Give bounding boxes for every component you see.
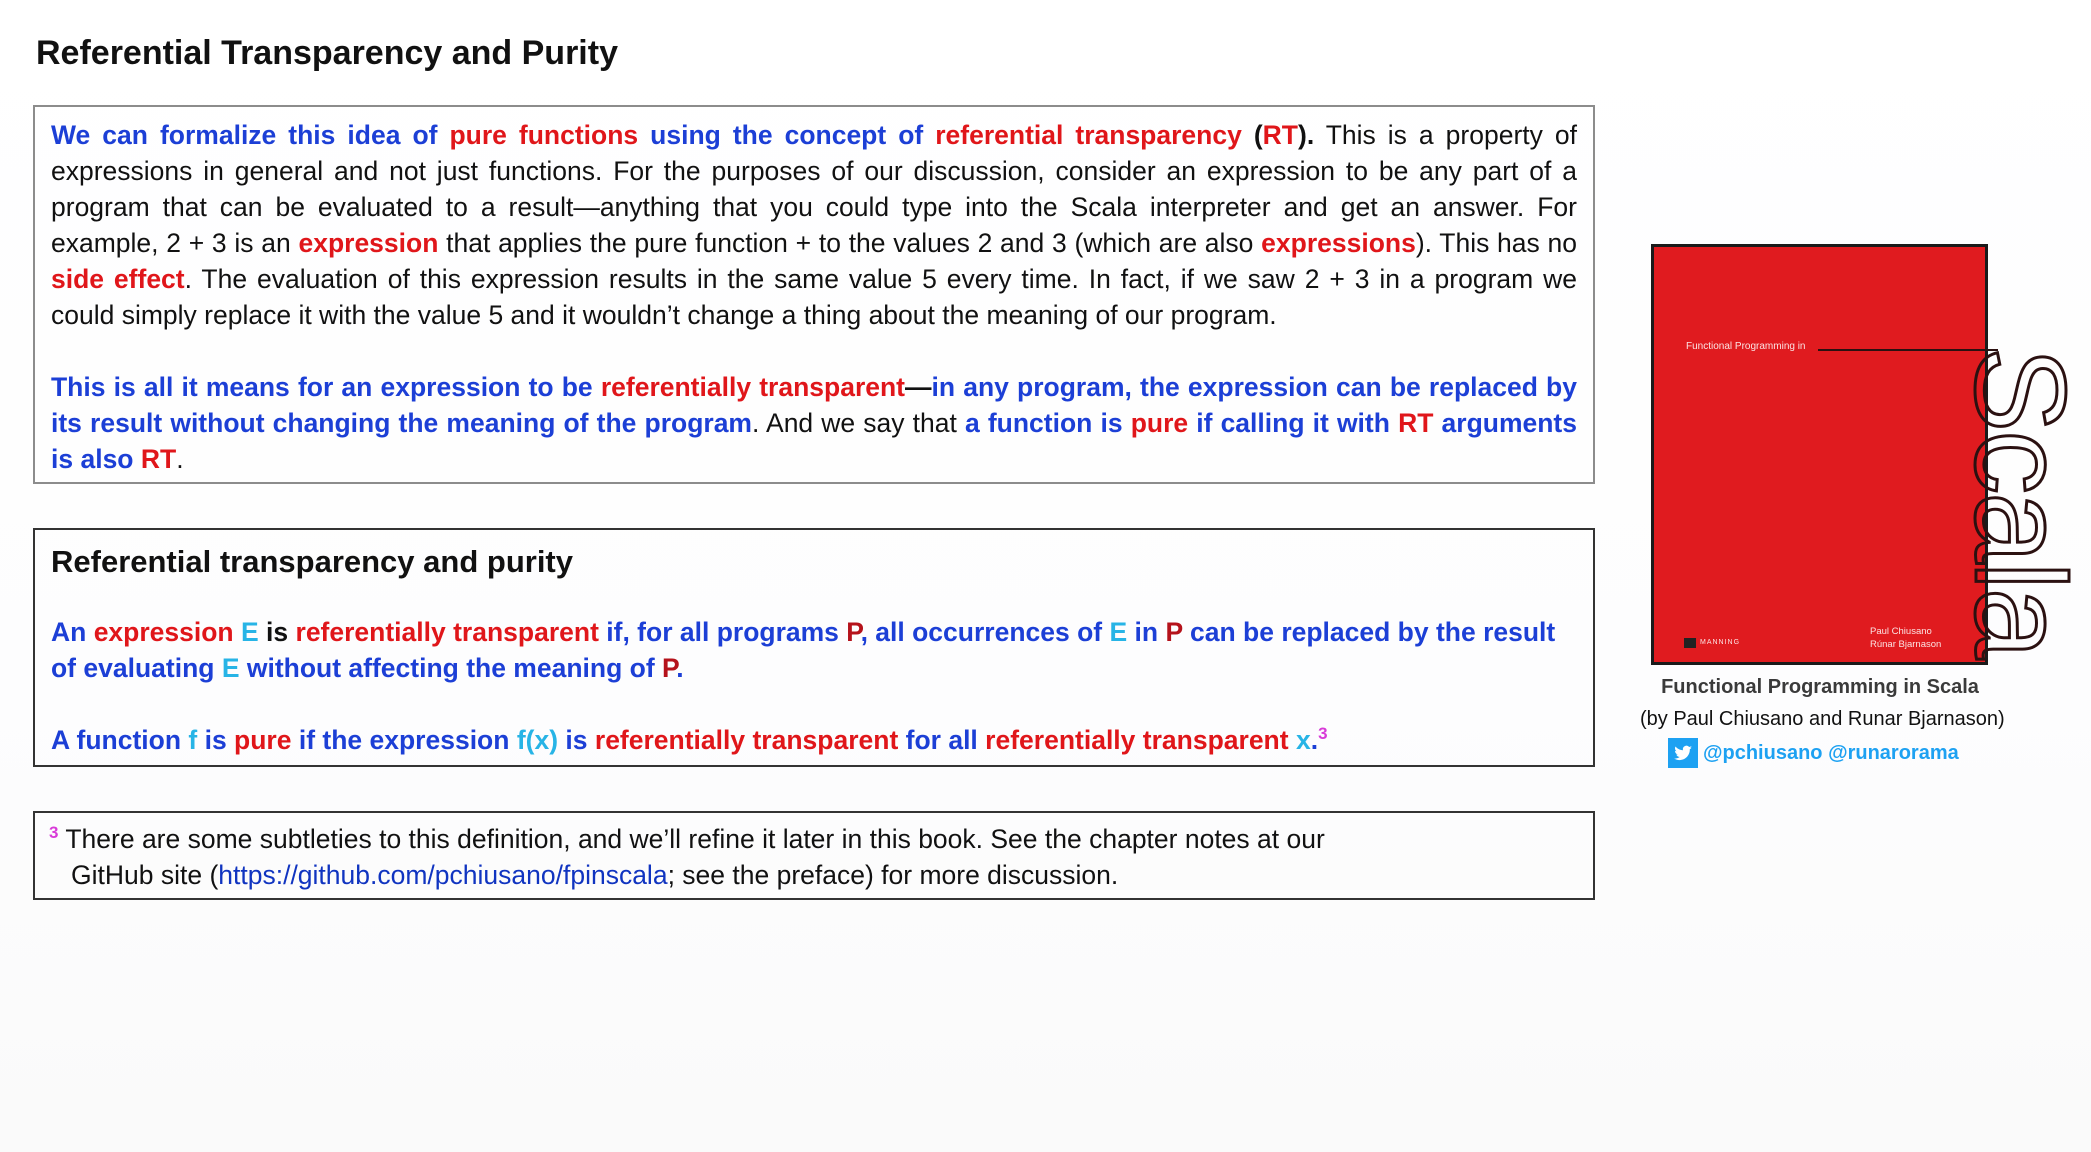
formal-definition-paragraph-2 bbox=[51, 722, 1577, 758]
text-run: if, for all programs bbox=[598, 617, 847, 647]
footnote-text-1: There are some subtleties to this definition, and we’ll refine it later in this book. See the chapter notes at our bbox=[58, 824, 1325, 854]
cover-subtitle: Functional Programming in bbox=[1686, 341, 1806, 352]
definition-paragraph-1 bbox=[51, 117, 1577, 333]
text-run: RT bbox=[1398, 408, 1434, 438]
text-run: This is a property of expressions in general and not just functions. For the purposes of our discussion, consider an expression to be any part of a program that can be evaluated to a result—anything that you could type into the Scala interpreter and get an answer. For example, 2 + 3 is an bbox=[51, 120, 1578, 258]
text-run: . bbox=[1310, 725, 1319, 755]
page-title: Referential Transparency and Purity bbox=[36, 34, 618, 72]
github-link[interactable]: https://github.com/pchiusano/fpinscala bbox=[218, 860, 668, 890]
text-run: for all bbox=[898, 725, 986, 755]
text-run: . bbox=[676, 653, 684, 683]
text-run: . And we say that bbox=[752, 408, 965, 438]
text-run: pure bbox=[1130, 408, 1189, 438]
text-run: We can formalize this idea of bbox=[51, 120, 450, 150]
text-run: expression bbox=[298, 228, 439, 258]
text-run: f bbox=[188, 725, 198, 755]
definition-box bbox=[33, 105, 1595, 484]
definition-paragraph-2 bbox=[51, 369, 1577, 477]
text-run: referentially transparent bbox=[594, 725, 899, 755]
text-run: An bbox=[51, 617, 94, 647]
text-run: is bbox=[558, 725, 595, 755]
text-run: . bbox=[176, 444, 184, 474]
text-run: ). bbox=[1298, 120, 1315, 150]
text-run: is bbox=[197, 725, 235, 755]
text-run: ( bbox=[1241, 120, 1263, 150]
text-run: RT bbox=[1262, 120, 1298, 150]
formal-definition-box bbox=[33, 528, 1595, 767]
text-run: referentially transparent bbox=[985, 725, 1289, 755]
text-run: x bbox=[534, 725, 550, 755]
text-run: side effect bbox=[51, 264, 185, 294]
text-run: E bbox=[233, 617, 259, 647]
text-run: if the expression bbox=[291, 725, 517, 755]
text-run: P bbox=[1165, 617, 1183, 647]
text-run: expressions bbox=[1261, 228, 1416, 258]
footnote-line-2 bbox=[49, 857, 1577, 893]
formal-definition-paragraph-1 bbox=[51, 614, 1577, 686]
cover-title-word: Scala bbox=[1948, 346, 2091, 658]
twitter-bird-icon bbox=[1668, 738, 1698, 768]
footnote-text-2-prefix: GitHub site ( bbox=[71, 860, 219, 890]
text-run: P bbox=[846, 617, 861, 647]
book-caption-title: Functional Programming in Scala bbox=[1661, 676, 1979, 698]
text-run: is bbox=[258, 617, 296, 647]
text-run: f( bbox=[516, 725, 535, 755]
text-run: E bbox=[221, 653, 240, 683]
text-run: ). This has no bbox=[1415, 228, 1577, 258]
text-run: ) bbox=[549, 725, 559, 755]
publisher-name: MANNING bbox=[1700, 639, 1741, 646]
twitter-handles bbox=[1668, 738, 1959, 768]
text-run: pure bbox=[234, 725, 292, 755]
text-run: E bbox=[1109, 617, 1128, 647]
text-run: A function bbox=[51, 725, 189, 755]
cover-author-2: Rúnar Bjarnason bbox=[1870, 639, 1942, 650]
book-cover-image bbox=[1651, 244, 2091, 665]
text-run: — bbox=[905, 372, 932, 402]
footnote-box bbox=[33, 811, 1595, 900]
text-run: referentially transparent bbox=[295, 617, 599, 647]
text-run: pure functions bbox=[449, 120, 639, 150]
formal-definition-heading: Referential transparency and purity bbox=[51, 544, 573, 579]
footnote-marker: 3 bbox=[49, 823, 59, 843]
text-run: referential transparency bbox=[935, 120, 1242, 150]
text-run: RT bbox=[140, 444, 177, 474]
text-run: referentially transparent bbox=[600, 372, 906, 402]
cover-authors bbox=[1870, 625, 1941, 651]
footnote-line-1 bbox=[49, 821, 1577, 857]
text-run: using the concept of bbox=[638, 120, 936, 150]
footnote-text-2-suffix: ; see the preface) for more discussion. bbox=[667, 860, 1119, 890]
twitter-handle-text[interactable]: @pchiusano @runarorama bbox=[1703, 741, 1959, 764]
text-run: , all occurrences of bbox=[860, 617, 1110, 647]
text-run: in bbox=[1127, 617, 1166, 647]
text-run: if calling it with bbox=[1188, 408, 1399, 438]
text-run: a function is bbox=[964, 408, 1131, 438]
publisher-logo-icon bbox=[1684, 638, 1696, 648]
text-run: without affecting the meaning of bbox=[239, 653, 663, 683]
footnote-reference: 3 bbox=[1318, 724, 1328, 744]
text-run: P bbox=[662, 653, 677, 683]
text-run: in any program, the expression can be replaced by its result without changing the meaning of the program bbox=[51, 372, 1577, 438]
text-run: arguments is also bbox=[51, 408, 1577, 474]
text-run: x bbox=[1288, 725, 1311, 755]
cover-author-1: Paul Chiusano bbox=[1870, 626, 1932, 637]
text-run: This is all it means for an expression to be bbox=[51, 372, 601, 402]
book-caption-authors: (by Paul Chiusano and Runar Bjarnason) bbox=[1640, 708, 2005, 730]
text-run: can be replaced by the result of evaluating bbox=[51, 617, 1556, 683]
text-run: . The evaluation of this expression results in the same value 5 every time. In fact, if we saw 2 + 3 in a program we could simply replace it with the value 5 and it wouldn’t change a thing about the meaning of our program. bbox=[51, 264, 1578, 330]
text-run: expression bbox=[93, 617, 234, 647]
formal-definition-text-2 bbox=[51, 725, 1318, 755]
text-run: that applies the pure function + to the values 2 and 3 (which are also bbox=[438, 228, 1262, 258]
